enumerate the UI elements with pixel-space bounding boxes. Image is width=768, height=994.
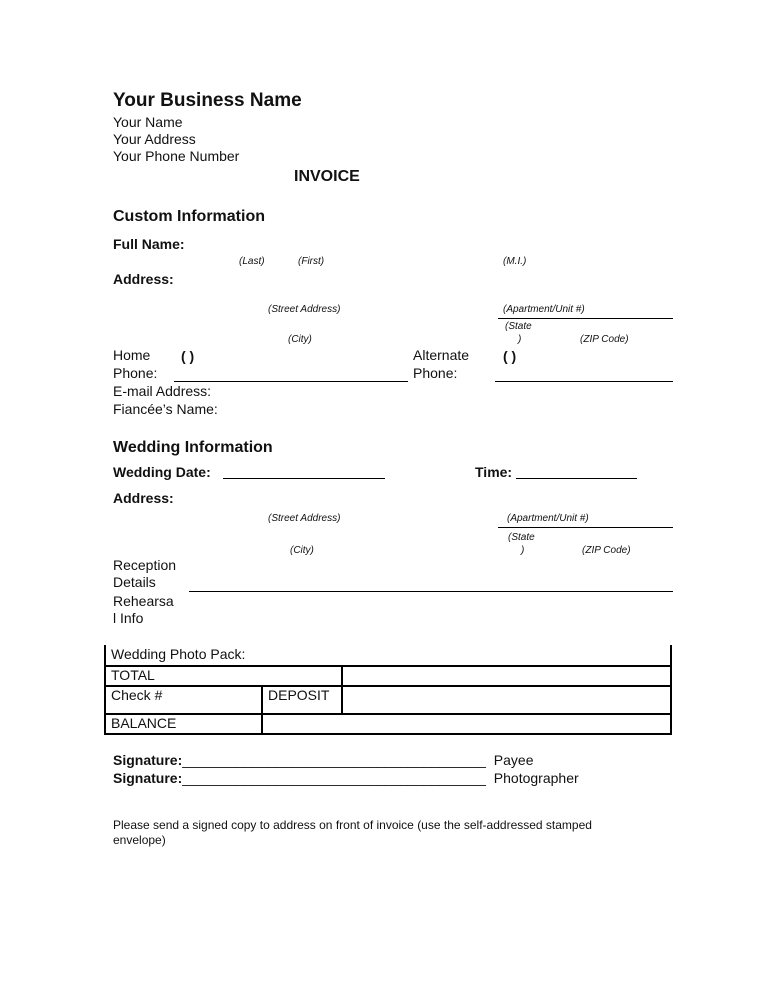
invoice-title: INVOICE	[294, 168, 360, 185]
customer-street-hint: (Street Address)	[268, 304, 341, 315]
photographer-signature-row[interactable]	[113, 770, 579, 786]
photographer-label: Photographer	[493, 770, 579, 786]
deposit-label: DEPOSIT	[268, 687, 330, 703]
wedding-apt-hint: (Apartment/Unit #)	[507, 513, 589, 524]
mi-hint: (M.I.)	[503, 256, 527, 267]
customer-apt-hint: (Apartment/Unit #)	[503, 304, 585, 315]
wedding-apt-line	[498, 527, 673, 528]
total-label: TOTAL	[111, 667, 155, 683]
photo-pack-label: Wedding Photo Pack:	[111, 646, 246, 662]
full-name-label: Full Name:	[113, 236, 185, 252]
your-phone: Your Phone Number	[113, 148, 240, 164]
reception-label: Reception	[113, 557, 177, 573]
payee-signature-line[interactable]: _______________________________________	[182, 752, 486, 768]
wedding-time-label: Time:	[475, 464, 513, 480]
customer-state-hint-close: )	[518, 334, 522, 345]
photographer-signature-line[interactable]: _______________________________________	[182, 770, 486, 786]
footer-note: Please send a signed copy to address on front of invoice (use the self-addressed stamped envelope)	[113, 818, 592, 847]
alt-phone-label-2: Phone:	[413, 365, 458, 381]
payee-label: Payee	[493, 752, 534, 768]
email-label: E-mail Address:	[113, 383, 212, 399]
customer-address-label: Address:	[113, 271, 174, 287]
customer-state-hint: (State	[505, 321, 532, 332]
home-phone-line[interactable]	[174, 381, 408, 382]
wedding-state-hint-close: )	[521, 545, 525, 556]
business-name: Your Business Name	[113, 90, 302, 111]
alt-phone-label: Alternate	[413, 347, 470, 363]
photographer-signature-label: Signature:	[113, 770, 183, 786]
first-hint: (First)	[298, 256, 325, 267]
payee-signature-label: Signature:	[113, 752, 183, 768]
alt-phone-paren: ( )	[503, 348, 517, 364]
reception-line[interactable]	[189, 591, 673, 592]
your-address: Your Address	[113, 131, 196, 147]
your-name: Your Name	[113, 114, 183, 130]
reception-label-2: Details	[113, 574, 156, 590]
last-hint: (Last)	[239, 256, 265, 267]
home-phone-paren: ( )	[181, 348, 195, 364]
wedding-section-title: Wedding Information	[113, 439, 273, 456]
rehearsal-label: Rehearsa	[113, 593, 174, 609]
alt-phone-line[interactable]	[495, 381, 673, 382]
wedding-date-line[interactable]	[223, 478, 385, 479]
fiancee-label: Fiancée’s Name:	[113, 401, 218, 417]
balance-label: BALANCE	[111, 715, 177, 731]
wedding-date-label: Wedding Date:	[113, 464, 211, 480]
wedding-state-hint: (State	[508, 532, 535, 543]
home-phone-label: Home	[113, 347, 151, 363]
customer-zip-hint: (ZIP Code)	[580, 334, 629, 345]
check-label: Check #	[111, 687, 163, 703]
rehearsal-label-2: l Info	[113, 610, 144, 626]
wedding-street-hint: (Street Address)	[268, 513, 341, 524]
customer-city-hint: (City)	[288, 334, 312, 345]
wedding-city-hint: (City)	[290, 545, 314, 556]
wedding-time-line[interactable]	[516, 478, 637, 479]
customer-section-title: Custom Information	[113, 208, 265, 225]
payee-signature-row[interactable]	[113, 752, 534, 768]
wedding-zip-hint: (ZIP Code)	[582, 545, 631, 556]
home-phone-label-2: Phone:	[113, 365, 158, 381]
customer-apt-line	[498, 318, 673, 319]
wedding-address-label: Address:	[113, 490, 174, 506]
